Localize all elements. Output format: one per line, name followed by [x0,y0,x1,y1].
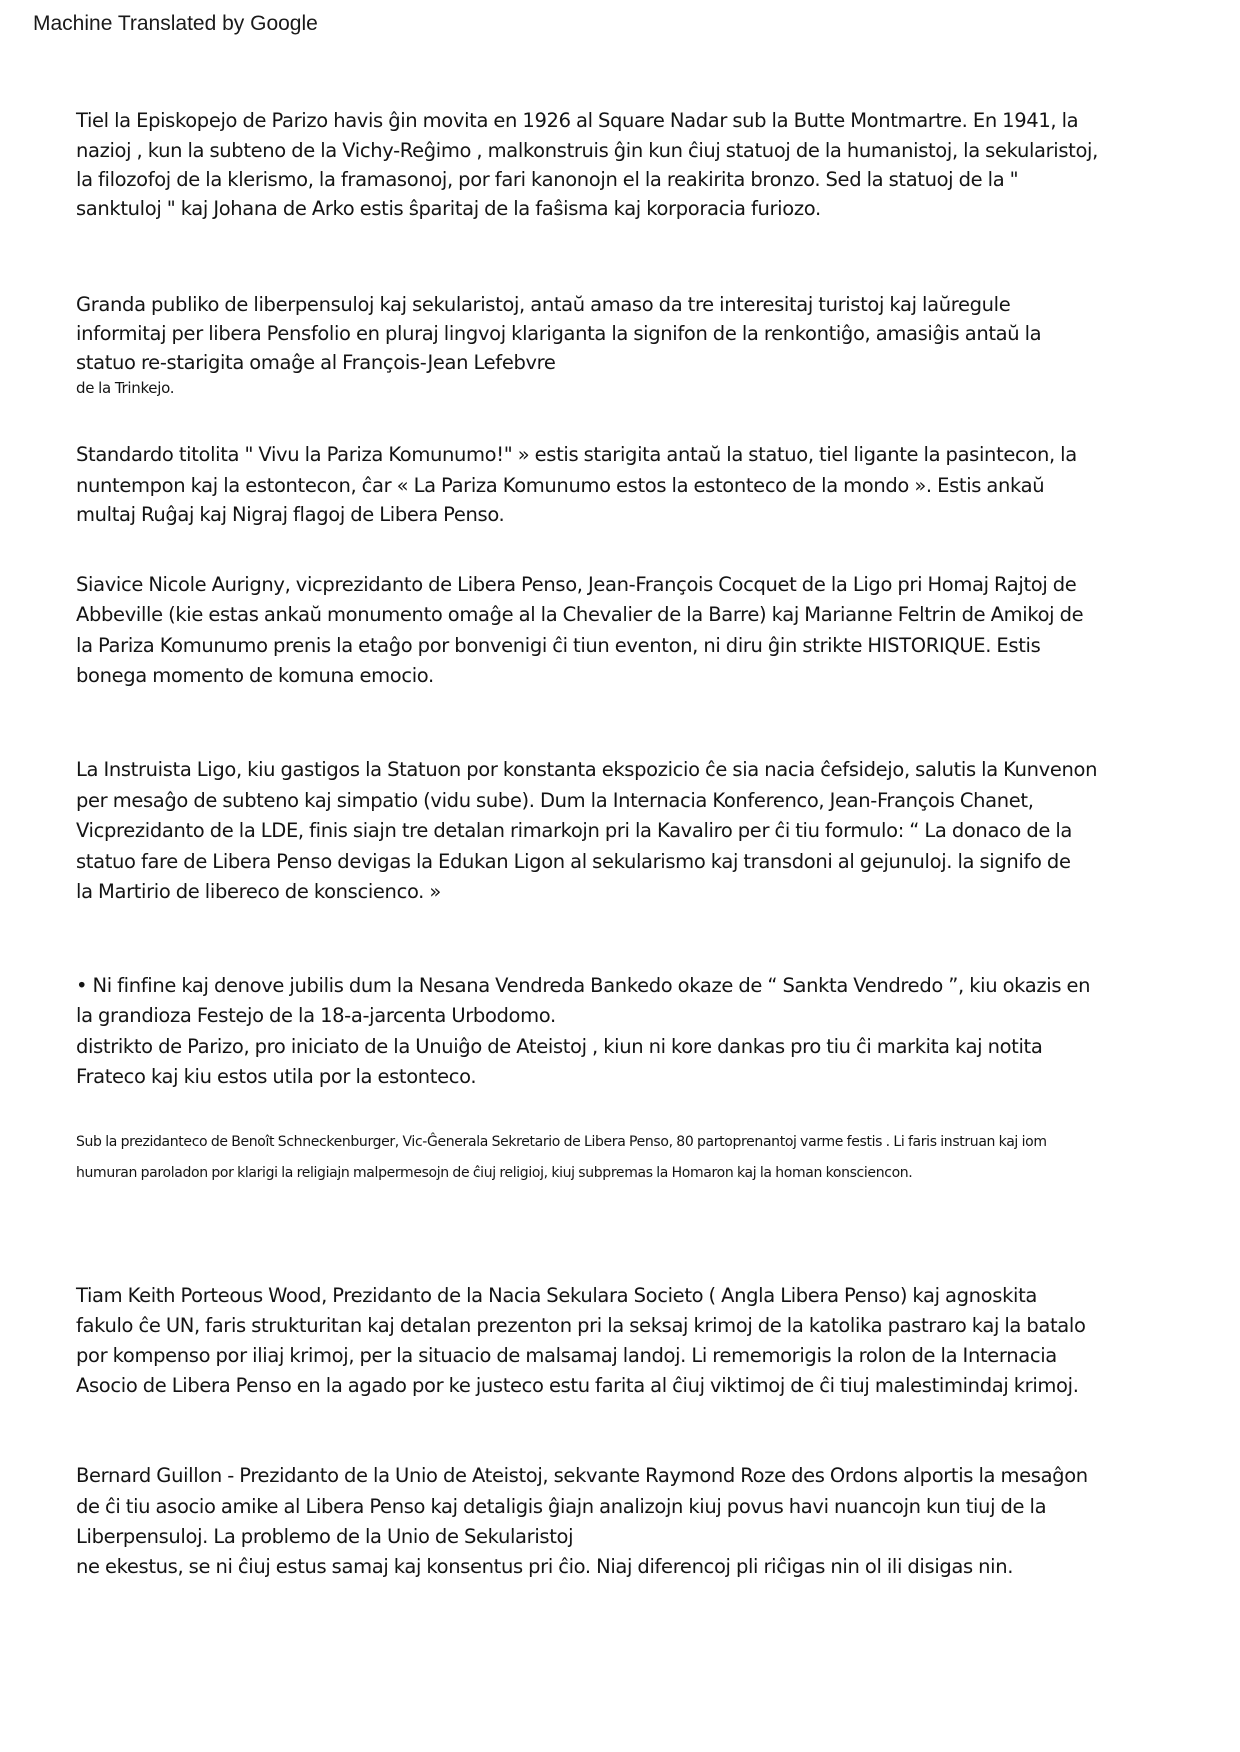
text-line: Siavice Nicole Aurigny, vicprezidanto de Libera Penso, Jean-François Cocquet de la Ligo pri Homaj Rajtoj de [76,573,1077,596]
text-line: la Martirio de libereco de konscienco. » [76,880,441,903]
text-line: nuntempon kaj la estontecon, ĉar « La Pariza Komunumo estos la estonteco de la mondo ». Estis ankaŭ [76,474,1045,497]
text-line: la Pariza Komunumo prenis la etaĝo por bonvenigi ĉi tiun eventon, ni diru ĝin strikte HISTORIQUE. Estis [76,634,1041,657]
text-line: sanktuloj " kaj Johana de Arko estis ŝparitaj de la faŝisma kaj korporacia furiozo. [76,197,821,220]
text-line: Tiam Keith Porteous Wood, Prezidanto de la Nacia Sekulara Societo ( Angla Libera Penso) kaj agnoskita [76,1284,1037,1307]
text-line: Liberpensuloj. La problemo de la Unio de Sekularistoj [76,1525,574,1548]
text-line: statuo fare de Libera Penso devigas la Edukan Ligon al sekularismo kaj transdoni al gejunuloj. la signifo de [76,850,1071,873]
text-line: statuo re-starigita omaĝe al François-Jean Lefebvre [76,351,556,374]
text-line: La Instruista Ligo, kiu gastigos la Statuon por konstanta ekspozicio ĉe sia nacia ĉefsidejo, salutis la Kunvenon [76,758,1098,781]
text-line: humuran paroladon por klarigi la religiajn malpermesojn de ĉiuj religioj, kiuj subpremas la Homaron kaj la homan konsciencon. [76,1165,913,1181]
text-line: Tiel la Episkopejo de Parizo havis ĝin movita en 1926 al Square Nadar sub la Butte Montmartre. En 1941, la [76,109,1079,132]
text-line: Abbeville (kie estas ankaŭ monumento omaĝe al la Chevalier de la Barre) kaj Marianne Feltrin de Amikoj de [76,603,1084,626]
text-line: bonega momento de komuna emocio. [76,664,434,687]
text-line: Granda publiko de liberpensuloj kaj sekularistoj, antaŭ amaso da tre interesitaj turistoj kaj laŭregule [76,293,1011,316]
text-line: distrikto de Parizo, pro iniciato de la Unuiĝo de Ateistoj , kiun ni kore dankas pro tiu ĉi markita kaj notita [76,1035,1043,1058]
text-line: per mesaĝo de subteno kaj simpatio (vidu sube). Dum la Internacia Konferenco, Jean-François Chanet, [76,789,1034,812]
text-line: Vicprezidanto de la LDE, finis siajn tre detalan rimarkojn pri la Kavaliro per ĉi tiu formulo: “ La donaco de la [76,819,1073,842]
text-line: multaj Ruĝaj kaj Nigraj flagoj de Libera Penso. [76,503,505,526]
text-line: informitaj per libera Pensfolio en pluraj lingvoj klariganta la signifon de la renkontiĝo, amasiĝis antaŭ la [76,322,1042,345]
text-line: Asocio de Libera Penso en la agado por ke justeco estu farita al ĉiuj viktimoj de ĉi tiuj malestimindaj krimoj. [76,1374,1079,1397]
text-line: de ĉi tiu asocio amike al Libera Penso kaj detaligis ĝiajn analizojn kiuj povus havi nuancojn kun tiuj de la [76,1495,1047,1518]
text-line: Sub la prezidanteco de Benoît Schneckenburger, Vic-Ĝenerala Sekretario de Libera Penso, 80 partoprenantoj varme festis . Li faris instruan kaj iom [76,1134,1047,1150]
text-line: fakulo ĉe UN, faris strukturitan kaj detalan prezenton pri la seksaj krimoj de la katolika pastraro kaj la batalo [76,1314,1086,1337]
text-line: la filozofoj de la klerismo, la framasonoj, por fari kanonojn el la reakirita bronzo. Sed la statuoj de la " [76,168,1019,191]
text-line: la grandioza Festejo de la 18-a-jarcenta Urbodomo. [76,1004,556,1027]
text-line: de la Trinkejo. [76,379,175,397]
text-line: Bernard Guillon - Prezidanto de la Unio de Ateistoj, sekvante Raymond Roze des Ordons alportis la mesaĝon [76,1464,1088,1487]
text-line: por kompenso por iliaj krimoj, per la situacio de malsamaj landoj. Li rememorigis la rolon de la Internacia [76,1344,1057,1367]
text-line: nazioj , kun la subteno de la Vichy-Reĝimo , malkonstruis ĝin kun ĉiuj statuoj de la humanistoj, la sekularistoj, [76,139,1098,162]
text-line: Frateco kaj kiu estos utila por la estonteco. [76,1065,477,1088]
text-line: • Ni finfine kaj denove jubilis dum la Nesana Vendreda Bankedo okaze de “ Sankta Vendredo ”, kiu okazis en [76,974,1091,997]
machine-translation-header: Machine Translated by Google [33,12,318,35]
text-line: Standardo titolita " Vivu la Pariza Komunumo!" » estis starigita antaŭ la statuo, tiel ligante la pasintecon, la [76,443,1077,466]
text-line: ne ekestus, se ni ĉiuj estus samaj kaj konsentus pri ĉio. Niaj diferencoj pli riĉigas nin ol ili disigas nin. [76,1555,1014,1578]
